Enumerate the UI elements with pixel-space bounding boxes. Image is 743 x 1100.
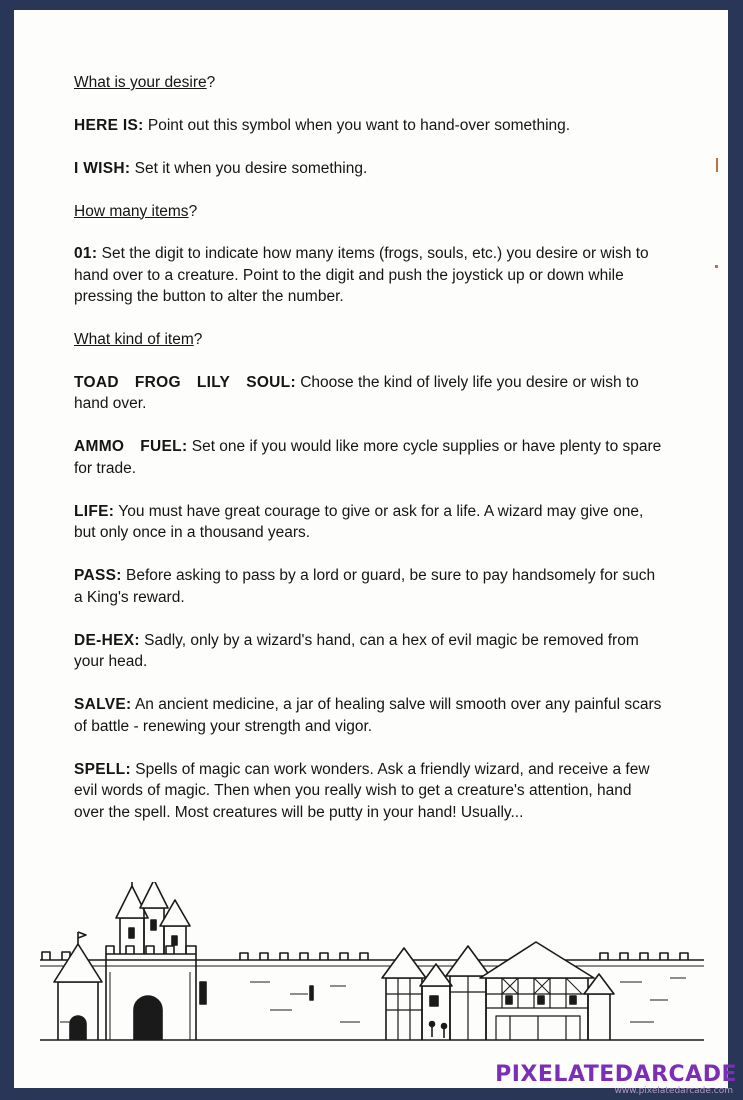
item-body: Set one if you would like more cycle supplies or have plenty to spare for trade. [74,438,662,477]
castle-keep [106,882,206,1040]
item-life [74,501,664,544]
item-term: FROG [134,373,181,391]
item-body: Sadly, only by a wizard's hand, can a hex of evil magic be removed from your head. [74,631,639,670]
item-pass [74,565,664,608]
manual-page [14,10,728,1088]
manual-text [74,72,664,845]
item-body: Point out this symbol when you want to hand-over something. [147,116,571,134]
item-term: HERE IS: [74,116,144,134]
item-body: Choose the kind of lively life you desire or wish to hand over. [74,373,639,412]
margin-speck [715,265,718,268]
item-term: SALVE: [74,696,132,713]
item-lively-life [74,372,664,415]
item-body: Set it when you desire something. [134,159,368,177]
item-body: Before asking to pass by a lord or guard, be sure to pay handsomely for such a King's reward. [74,567,656,606]
item-term: AMMO [74,438,125,455]
item-term: TOAD [74,373,119,391]
section-heading-kind: What kind of item? [74,331,203,348]
item-body: Set the digit to indicate how many items (frogs, souls, etc.) you desire or wish to hand over to a creature. Point to the digit and push the joystick up or down while pressing the button to alter the number. [74,245,649,305]
item-salve [74,694,664,737]
section-heading-how-many: How many items? [74,202,198,220]
item-here-is [74,115,664,137]
watermark-logo: PIXELATEDARCADE [495,1062,737,1087]
item-term: LIFE: [74,502,115,520]
item-term: DE-HEX: [74,631,140,649]
item-body: An ancient medicine, a jar of healing salve will smooth over any painful scars of battle - renewing your strength and vigor. [74,696,662,735]
item-digit [74,243,664,308]
item-term: SOUL: [246,373,296,391]
item-supplies [74,436,664,479]
section-heading-desire: What is your desire? [74,74,216,91]
item-term: PASS: [74,567,122,584]
margin-mark [716,158,718,172]
item-spell [74,759,664,824]
watermark-url: www.pixelatedarcade.com [614,1086,733,1096]
item-i-wish [74,158,664,180]
item-body: Spells of magic can work wonders. Ask a friendly wizard, and receive a few evil words of magic. Then when you really wish to get a creature's attention, hand over the spell. Most creatures will be putty in your hand! Usually... [74,760,650,821]
castle-town-illustration [40,882,704,1057]
item-body: You must have great courage to give or ask for a life. A wizard may give one, but only once in a thousand years. [74,502,644,541]
item-term: I WISH: [74,159,131,177]
item-term: 01: [74,245,98,262]
item-term: FUEL: [140,438,188,455]
left-tower [54,932,102,1040]
town-houses [382,942,614,1040]
item-de-hex [74,630,664,673]
item-term: SPELL: [74,760,131,778]
item-term: LILY [196,373,231,391]
